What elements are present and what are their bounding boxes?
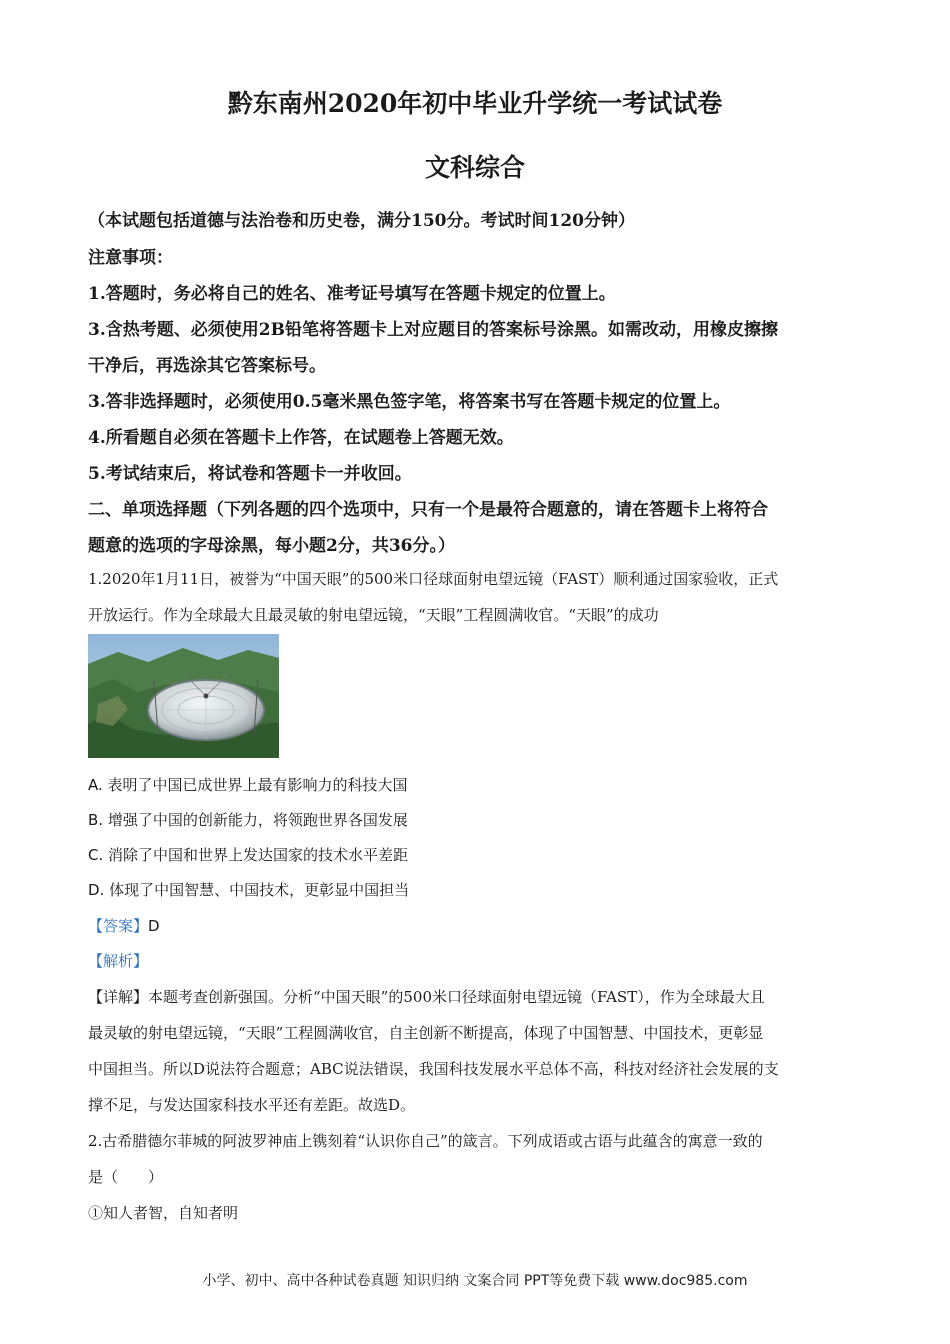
notice-item: 4.所看题自必须在答题卡上作答，在试题卷上答题无效。: [88, 428, 514, 448]
notice-label: 注意事项：: [88, 248, 173, 268]
question-1-option-d: D. 体现了中国智慧、中国技术，更彰显中国担当: [88, 881, 410, 899]
section-heading: 二、单项选择题（下列各题的四个选项中，只有一个是最符合题意的，请在答题卡上将符合: [88, 500, 768, 520]
fast-telescope-photo: [88, 634, 279, 758]
notice-item: 5.考试结束后，将试卷和答题卡一并收回。: [88, 464, 412, 484]
question-1-detail: 中国担当。所以D说法符合题意；ABC说法错误，我国科技发展水平总体不高，科技对经济社会发展的支: [88, 1060, 779, 1078]
question-2-option: ①知人者智，自知者明: [88, 1204, 239, 1222]
question-1-detail: 最灵敏的射电望远镜，“天眼”工程圆满收官，自主创新不断提高，体现了中国智慧、中国技术，更彰显: [88, 1024, 764, 1042]
exam-scope: （本试题包括道德与法治卷和历史卷，满分150分。考试时间120分钟）: [88, 211, 635, 231]
page-footer: 小学、初中、高中各种试卷真题 知识归纳 文案合同 PPT等免费下载 www.doc985.com: [202, 1273, 748, 1289]
question-2-stem: 2.古希腊德尔菲城的阿波罗神庙上镌刻着“认识你自己”的箴言。下列成语或古语与此蕴含的寓意一致的: [88, 1132, 763, 1150]
answer-label: 【答案】: [88, 917, 149, 935]
notice-item: 1.答题时，务必将自己的姓名、准考证号填写在答题卡规定的位置上。: [88, 284, 616, 304]
question-1-option-a: A. 表明了中国已成世界上最有影响力的科技大国: [88, 776, 408, 794]
analysis-label: 【解析】: [88, 952, 149, 970]
detail-text: 本题考查创新强国。分析“中国天眼”的500米口径球面射电望远镜（FAST），作为全球最大且: [148, 988, 765, 1006]
question-1-stem: 1.2020年1月11日，被誉为“中国天眼”的500米口径球面射电望远镜（FAST）顺利通过国家验收，正式: [88, 570, 779, 588]
detail-label: 【详解】: [88, 988, 149, 1006]
question-1-option-b: B. 增强了中国的创新能力，将领跑世界各国发展: [88, 811, 408, 829]
exam-subtitle: 文科综合: [424, 153, 525, 182]
notice-item: 3.答非选择题时，必须使用0.5毫米黑色签字笔，将答案书写在答题卡规定的位置上。: [88, 392, 731, 412]
question-1-stem: 开放运行。作为全球最大且最灵敏的射电望远镜，“天眼”工程圆满收官。“天眼”的成功: [88, 606, 659, 624]
answer-value: D: [148, 917, 160, 935]
question-1-detail: [88, 986, 868, 1007]
question-2-stem: 是（ ）: [88, 1168, 164, 1186]
question-1-answer: [88, 915, 868, 936]
exam-title: 黔东南州2020年初中毕业升学统一考试试卷: [227, 89, 723, 118]
notice-item: 3.含热考题、必须使用2B铅笔将答题卡上对应题目的答案标号涂黑。如需改动，用橡皮擦擦: [88, 320, 778, 340]
question-1-option-c: C. 消除了中国和世界上发达国家的技术水平差距: [88, 846, 409, 864]
question-1-detail: 撑不足，与发达国家科技水平还有差距。故选D。: [88, 1096, 416, 1114]
section-heading: 题意的选项的字母涂黑，每小题2分，共36分。）: [88, 536, 455, 556]
notice-item: 干净后，再选涂其它答案标号。: [88, 356, 326, 376]
